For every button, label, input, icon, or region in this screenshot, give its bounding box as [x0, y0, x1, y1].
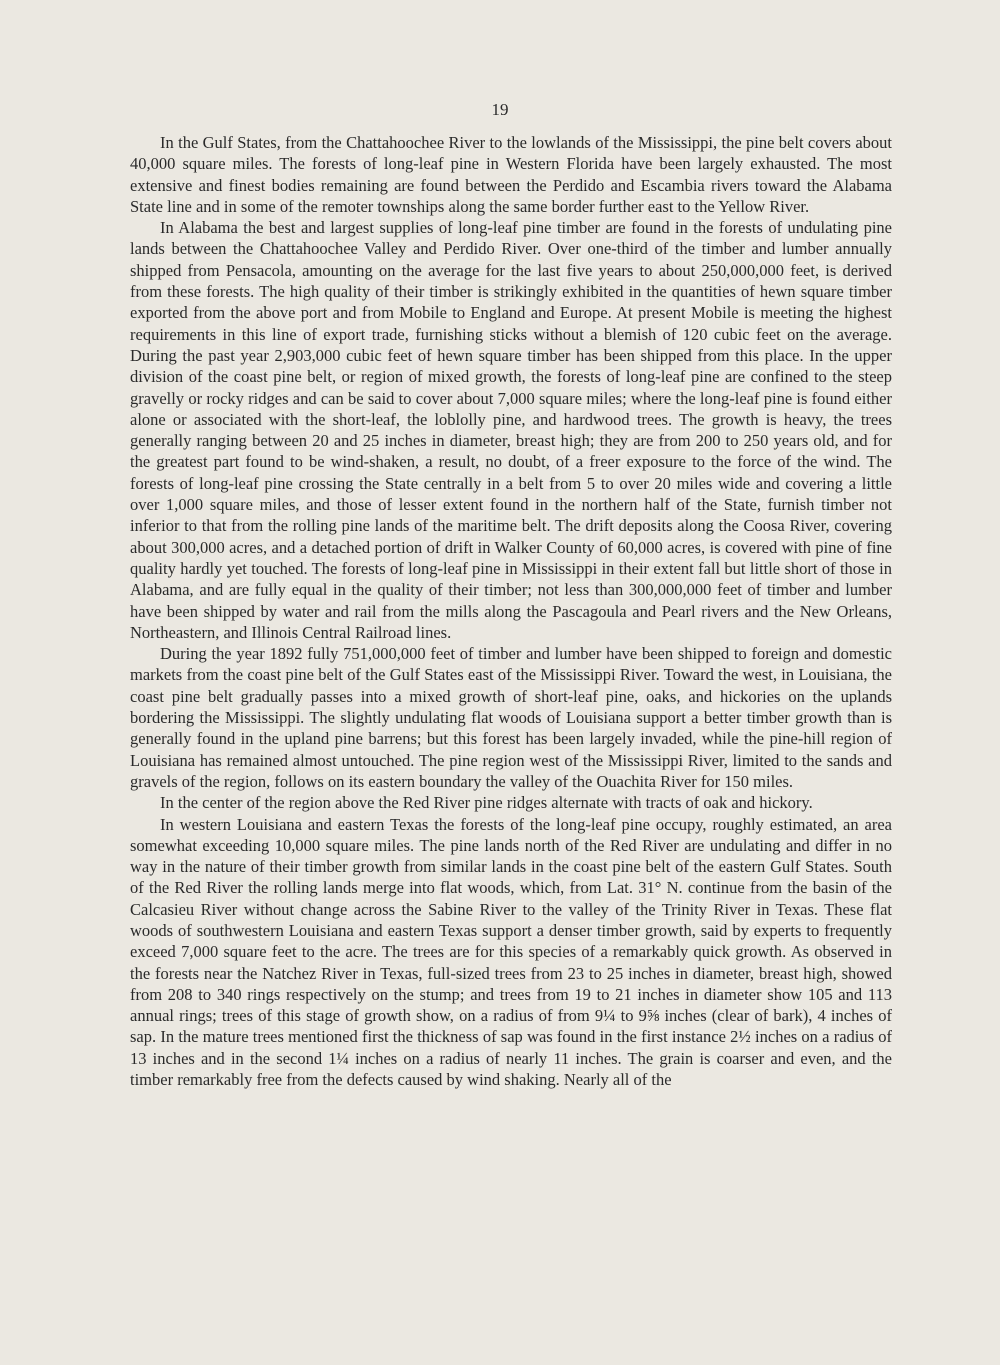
paragraph-red-river: In the center of the region above the Red River pine ridges alternate with tracts of oak and hickory.	[160, 793, 813, 813]
paragraph-alabama: In Alabama the best and largest supplies of long-leaf pine timber are found in the forests of undulating pine lands between the Chattahoochee Valley and Perdido River. Over one-third of the timber and lumber annually shipped from Pensacola, amounting on the average for the last five years to about 250,000,000 feet, is derived from these forests. The high quality of their timber is strikingly exhibited in the quantities of hewn square timber exported from the above port and from Mobile to England and Europe. At present Mobile is meeting the highest requirements in this line of export trade, furnishing sticks without a blemish of 120 cubic feet on the average. During the past year 2,903,000 cubic feet of hewn square timber has been shipped from this place. In the upper division of the coast pine belt, or region of mixed growth, the forests of long-leaf pine are confined to the steep gravelly or rocky ridges and can be said to cover about 7,000 square miles; where the long-leaf pine is found either alone or associated with the short-leaf, the loblolly pine, and hardwood trees. The growth is heavy, the trees generally ranging between 20 and 25 inches in diameter, breast high; they are from 200 to 250 years old, and for the greatest part found to be wind-shaken, a result, no doubt, of a freer exposure to the force of the wind. The forests of long-leaf pine crossing the State centrally in a belt from 5 to over 20 miles wide and covering a little over 1,000 square miles, and those of lesser extent found in the northern half of the State, furnish timber not inferior to that from the rolling pine lands of the maritime belt. The drift deposits along the Coosa River, covering about 300,000 acres, and a detached portion of drift in Walker County of 60,000 acres, is covered with pine of fine quality hardly yet touched. The forests of long-leaf pine in Mississippi in their extent fall but little short of those in Alabama, and are fully equal in the quality of their timber; not less than 300,000,000 feet of timber and lumber have been shipped by water and rail from the mills along the Pascagoula and Pearl rivers and the New Orleans, Northeastern, and Illinois Central Railroad lines.	[130, 218, 892, 642]
paragraph-western-louisiana: In western Louisiana and eastern Texas the forests of the long-leaf pine occupy, roughly estimated, an area somewhat exceeding 10,000 square miles. The pine lands north of the Red River are undulating and differ in no way in the nature of their timber growth from similar lands in the coast pine belt of the eastern Gulf States. South of the Red River the rolling lands merge into flat woods, which, from Lat. 31° N. continue from the basin of the Calcasieu River without change across the Sabine River to the valley of the Trinity River in Texas. These flat woods of southwestern Louisiana and eastern Texas support a denser timber growth, said by experts to frequently exceed 7,000 square feet to the acre. The trees are for this species of a remarkably quick growth. As observed in the forests near the Natchez River in Texas, full-sized trees from 23 to 25 inches in diameter, breast high, showed from 208 to 340 rings respectively on the stump; and trees from 19 to 21 inches in diameter show 105 and 113 annual rings; trees of this stage of growth show, on a radius of from 9¼ to 9⅝ inches (clear of bark), 4 inches of sap. In the mature trees mentioned first the thickness of sap was found in the first instance 2½ inches on a radius of 13 inches and in the second 1¼ inches on a radius of nearly 11 inches. The grain is coarser and even, and the timber remarkably free from the defects caused by wind shaking. Nearly all of the	[130, 814, 892, 1090]
body-text	[130, 132, 892, 1090]
page-number: 19	[491, 100, 509, 119]
paragraph-gulf-states: In the Gulf States, from the Chattahoochee River to the lowlands of the Mississippi, the pine belt covers about 40,000 square miles. The forests of long-leaf pine in Western Florida have been largely exhausted. The most extensive and finest bodies remaining are found between the Perdido and Escambia rivers toward the Alabama State line and in some of the remoter townships along the same border further east to the Yellow River.	[130, 133, 892, 216]
paragraph-1892-shipments: During the year 1892 fully 751,000,000 feet of timber and lumber have been shipped to foreign and domestic markets from the coast pine belt of the Gulf States east of the Mississippi River. Toward the west, in Louisiana, the coast pine belt gradually passes into a mixed growth of short-leaf pine, oaks, and hickories on the uplands bordering the Mississippi. The slightly undulating flat woods of Louisiana support a better timber growth than is generally found in the upland pine barrens; but this forest has been largely invaded, while the pine-hill region of Louisiana has remained almost untouched. The pine region west of the Mississippi River, limited to the sands and gravels of the region, follows on its eastern boundary the valley of the Ouachita River for 150 miles.	[130, 644, 892, 791]
